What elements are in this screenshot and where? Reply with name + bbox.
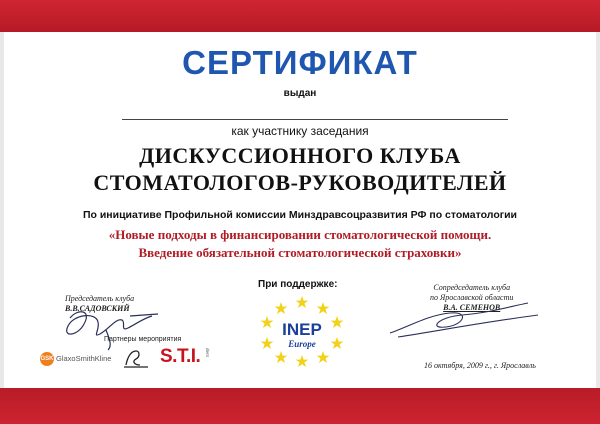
topic-line-2: Введение обязательной стоматологической страховки» <box>138 245 462 260</box>
sti-dent-logo: S.T.I. <box>160 346 201 367</box>
top-red-band <box>0 0 600 32</box>
club-name-line-1: ДИСКУССИОННОГО КЛУБА <box>139 143 461 168</box>
participant-label: как участнику заседания <box>231 124 369 138</box>
chair-right-signature <box>378 293 548 348</box>
chair-left-role: Председатель клуба <box>65 294 135 303</box>
partner-logo-mark <box>118 345 154 369</box>
date-and-place: 16 октября, 2009 г., г. Ярославль <box>424 361 536 370</box>
chair-left-signature <box>40 300 180 355</box>
inep-logo-text: INEP <box>282 320 322 339</box>
recipient-name-line <box>122 119 508 120</box>
gsk-logo-text: GlaxoSmithKline <box>56 353 112 363</box>
gsk-logo <box>40 352 111 366</box>
support-label: При поддержке: <box>258 279 338 290</box>
issued-label: выдан <box>283 88 317 99</box>
sti-dent-logo-subtext: dent <box>205 348 210 357</box>
chair-right-role: Сопредседатель клуба <box>433 283 511 292</box>
topic-line-1: «Новые подходы в финансировании стоматологической помощи. <box>108 227 492 242</box>
initiative-text: По инициативе Профильной комиссии Минздравсоцразвития РФ по стоматологии <box>82 209 518 221</box>
chair-right-name: В.А. СЕМЕНОВ <box>443 303 501 312</box>
chair-right-region: по Ярославской области <box>430 293 514 302</box>
inep-logo-subtext: Europe <box>288 339 316 349</box>
bottom-red-band <box>0 388 600 424</box>
chair-left-name: В.В.САДОВСКИЙ <box>65 304 130 313</box>
club-name-line-2: СТОМАТОЛОГОВ-РУКОВОДИТЕЛЕЙ <box>93 170 507 195</box>
certificate-title: СЕРТИФИКАТ <box>182 44 418 81</box>
partners-label: Партнеры мероприятия <box>104 336 182 343</box>
inep-europe-logo <box>256 293 348 367</box>
gsk-logo-mark: GSK <box>40 352 54 366</box>
